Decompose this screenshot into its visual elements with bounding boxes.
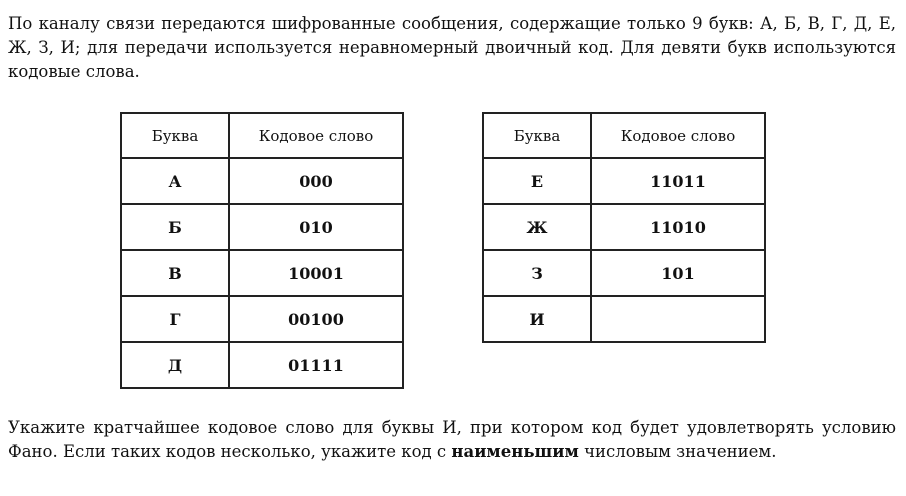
table-row bbox=[483, 250, 765, 296]
question-text bbox=[8, 416, 896, 464]
question-part-2: числовым значением. bbox=[578, 442, 777, 461]
code-table-right bbox=[482, 112, 766, 343]
code-cell: 10001 bbox=[229, 250, 403, 296]
table-row bbox=[483, 158, 765, 204]
code-cell: 11011 bbox=[591, 158, 765, 204]
letter-cell: Е bbox=[483, 158, 591, 204]
problem-intro: По каналу связи передаются шифрованные сообщения, содержащие только 9 букв: А, Б, В, Г, Д, Е, Ж, З, И; для передачи используется неравномерный двоичный код. Для девяти букв используются кодовые слова. bbox=[8, 14, 896, 81]
code-table-left bbox=[120, 112, 404, 389]
code-cell: 101 bbox=[591, 250, 765, 296]
table-row bbox=[121, 158, 403, 204]
letter-cell: А bbox=[121, 158, 229, 204]
table-row bbox=[121, 204, 403, 250]
header-letter: Буква bbox=[121, 113, 229, 158]
header-code: Кодовое слово bbox=[591, 113, 765, 158]
table-row bbox=[121, 342, 403, 388]
table-row bbox=[121, 250, 403, 296]
table-header-row bbox=[483, 113, 765, 158]
code-cell: 11010 bbox=[591, 204, 765, 250]
letter-cell: З bbox=[483, 250, 591, 296]
header-code: Кодовое слово bbox=[229, 113, 403, 158]
letter-cell: Б bbox=[121, 204, 229, 250]
letter-cell: В bbox=[121, 250, 229, 296]
table-row bbox=[483, 204, 765, 250]
code-cell-empty bbox=[591, 296, 765, 342]
code-cell: 00100 bbox=[229, 296, 403, 342]
question-emphasis: наименьшим bbox=[451, 442, 579, 461]
table-header-row bbox=[121, 113, 403, 158]
header-letter: Буква bbox=[483, 113, 591, 158]
letter-cell: Д bbox=[121, 342, 229, 388]
table-row bbox=[121, 296, 403, 342]
letter-cell: Ж bbox=[483, 204, 591, 250]
letter-cell: Г bbox=[121, 296, 229, 342]
code-cell: 01111 bbox=[229, 342, 403, 388]
question-part-1: Укажите кратчайшее кодовое слово для буквы И, при котором код будет удовлетворять условию Фано. Если таких кодов несколько, укажите код с bbox=[8, 418, 896, 461]
code-cell: 000 bbox=[229, 158, 403, 204]
letter-cell: И bbox=[483, 296, 591, 342]
table-row bbox=[483, 296, 765, 342]
code-cell: 010 bbox=[229, 204, 403, 250]
